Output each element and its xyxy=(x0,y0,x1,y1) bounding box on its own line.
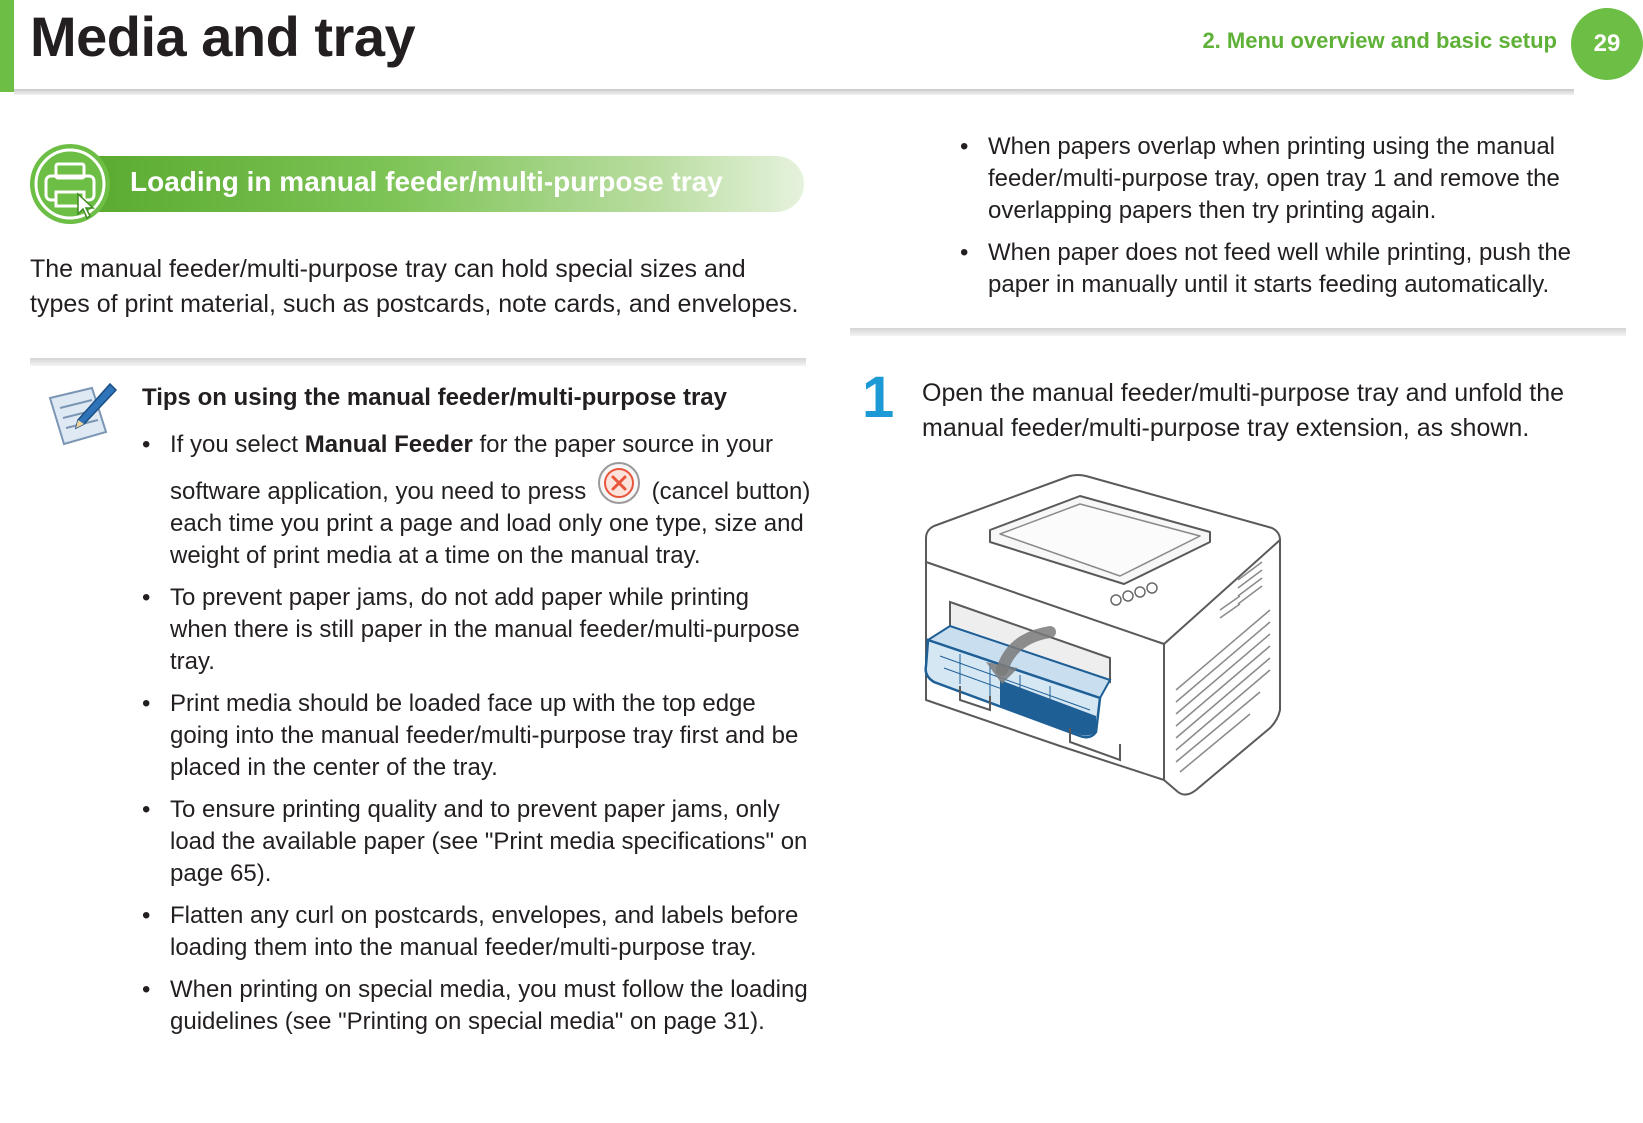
manual-feeder-label: Manual Feeder xyxy=(304,431,473,458)
tips-top-divider xyxy=(30,358,806,366)
note-pencil-icon xyxy=(44,380,120,450)
bullet: • xyxy=(960,239,969,266)
intro-paragraph: The manual feeder/multi-purpose tray can hold special sizes and types of print material, such as postcards, note cards, and envelopes. xyxy=(30,255,799,318)
step-text: Open the manual feeder/multi-purpose tray and unfold the manual feeder/multi-purpose tray extension, as shown. xyxy=(922,379,1565,442)
list-item xyxy=(140,688,812,784)
tips-title: Tips on using the manual feeder/multi-purpose tray xyxy=(142,384,727,411)
tip-text: To prevent paper jams, do not add paper while printing when there is still paper in the manual feeder/multi-purpose tray. xyxy=(170,584,800,675)
list-item xyxy=(140,900,812,964)
list-item xyxy=(958,237,1618,301)
bullet: • xyxy=(142,796,151,823)
page-title: Media and tray xyxy=(30,5,416,68)
bullet: • xyxy=(142,902,151,929)
tips-list xyxy=(140,429,812,1048)
step-number: 1 xyxy=(862,365,895,430)
printer-icon xyxy=(28,142,112,226)
right-tips-list xyxy=(958,131,1618,311)
header-divider xyxy=(14,89,1574,95)
bullet: • xyxy=(142,431,151,458)
tip-text: When papers overlap when printing using the manual feeder/multi-purpose tray, open tray 1 and remove the overlapping papers then try printing again. xyxy=(988,133,1560,224)
tip-text-middle: for the paper source in your software application, you need to press xyxy=(170,431,773,505)
list-item xyxy=(140,794,812,890)
bullet: • xyxy=(960,133,969,160)
cancel-icon xyxy=(597,461,641,505)
bullet: • xyxy=(142,976,151,1003)
list-item xyxy=(140,582,812,678)
tips-bottom-divider xyxy=(850,328,1626,336)
tip-text-after: (cancel button) each time you print a page and load only one type, size and weight of print media at a time on the manual tray. xyxy=(170,478,811,569)
tip-text: To ensure printing quality and to prevent paper jams, only load the available paper (see "Print media specifications" on page 65). xyxy=(170,796,808,887)
section-title: Loading in manual feeder/multi-purpose tray xyxy=(130,166,723,197)
bullet: • xyxy=(142,584,151,611)
list-item xyxy=(958,131,1618,227)
tip-text: When printing on special media, you must follow the loading guidelines (see "Printing on special media" on page 31). xyxy=(170,976,808,1035)
tip-text-before: If you select xyxy=(170,431,305,458)
list-item xyxy=(140,974,812,1038)
page-number-badge: 29 xyxy=(1571,8,1643,80)
tip-text: Print media should be loaded face up with the top edge going into the manual feeder/multi-purpose tray first and be placed in the center of the tray. xyxy=(170,690,799,781)
tip-text: Flatten any curl on postcards, envelopes, and labels before loading them into the manual feeder/multi-purpose tray. xyxy=(170,902,799,961)
printer-manual-tray-illustration xyxy=(920,470,1310,810)
header-accent-bar xyxy=(0,0,14,92)
list-item xyxy=(140,429,812,572)
chapter-link[interactable]: 2. Menu overview and basic setup xyxy=(1202,28,1557,53)
bullet: • xyxy=(142,690,151,717)
tip-text: When paper does not feed well while printing, push the paper in manually until it starts feeding automatically. xyxy=(988,239,1572,298)
